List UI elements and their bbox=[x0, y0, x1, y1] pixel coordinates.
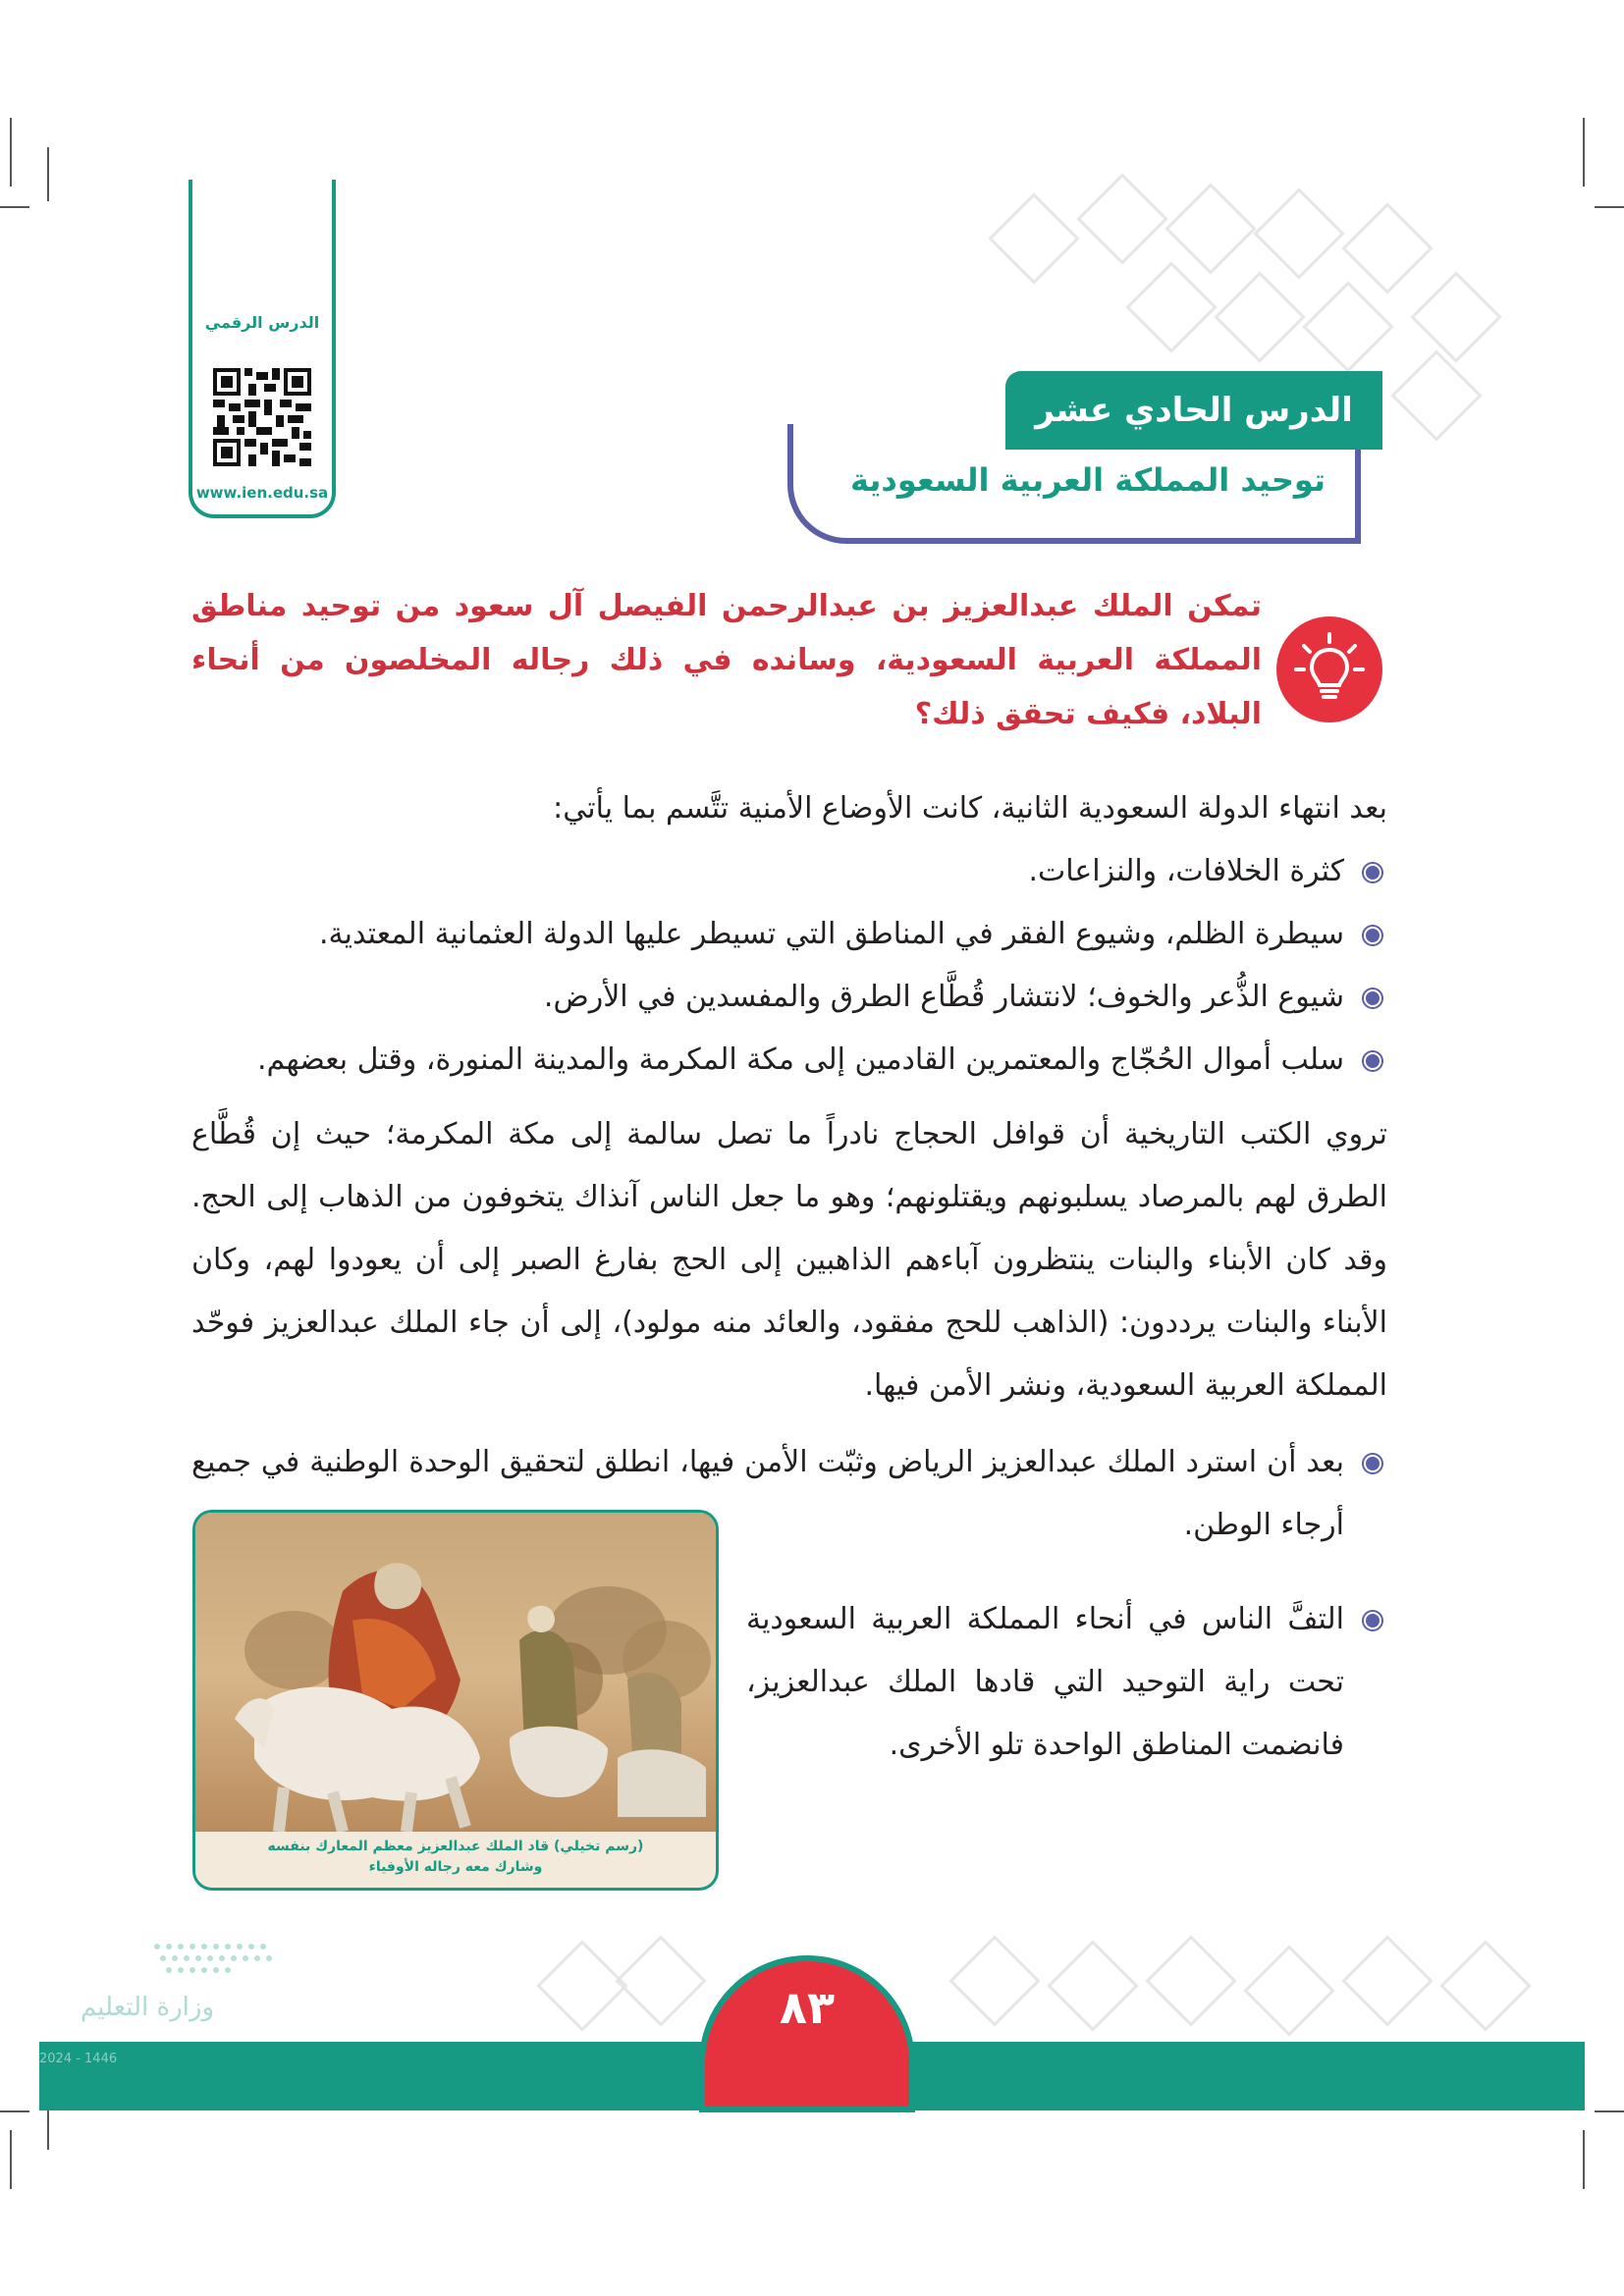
bullet-icon bbox=[1364, 927, 1381, 944]
qr-code-icon[interactable] bbox=[213, 368, 311, 466]
decor-diamond bbox=[1076, 173, 1167, 264]
lesson-title: توحيد المملكة العربية السعودية bbox=[849, 461, 1326, 499]
decor-diamond bbox=[1439, 1940, 1531, 2031]
ministry-logo-dots bbox=[147, 1939, 295, 1978]
figure-caption-line: (رسم تخيلي) قاد الملك عبدالعزيز معظم المعارك بنفسه bbox=[267, 1839, 644, 1854]
lesson-number: الدرس الحادي عشر bbox=[1005, 371, 1382, 450]
conditions-list bbox=[191, 840, 1387, 1092]
bullet-icon bbox=[1364, 1612, 1381, 1629]
figure-caption bbox=[195, 1831, 716, 1888]
decor-diamond bbox=[536, 1940, 627, 2031]
page-number-tab bbox=[699, 1955, 915, 2112]
bullet-icon bbox=[1364, 1455, 1381, 1472]
crop-mark bbox=[1595, 2110, 1624, 2112]
digital-lesson-label: الدرس الرقمي bbox=[204, 313, 320, 332]
decor-diamond bbox=[1243, 1945, 1334, 2036]
crop-mark bbox=[10, 2130, 12, 2189]
bullet-icon bbox=[1364, 864, 1381, 881]
decor-diamond bbox=[1145, 1935, 1236, 2026]
decor-diamond bbox=[1341, 202, 1433, 294]
decor-diamond bbox=[1341, 1935, 1433, 2026]
decor-diamond bbox=[1164, 183, 1256, 274]
crop-mark bbox=[1583, 118, 1585, 187]
list-item: سلب أموال الحُجّاج والمعتمرين القادمين إلى مكة المكرمة والمدينة المنورة، وقتل بعضهم. bbox=[191, 1029, 1387, 1092]
crop-mark bbox=[10, 118, 12, 187]
crop-mark bbox=[0, 2110, 29, 2112]
list-item: شيوع الذُّعر والخوف؛ لانتشار قُطَّاع الطرق والمفسدين في الأرض. bbox=[191, 966, 1387, 1029]
digital-lesson-url[interactable]: www.ien.edu.sa bbox=[195, 484, 329, 502]
list-item: بعد أن استرد الملك عبدالعزيز الرياض وثبّت الأمن فيها، انطلق لتحقيق الوحدة الوطنية في جميع أرجاء الوطن. bbox=[191, 1431, 1387, 1557]
crop-mark bbox=[0, 206, 29, 208]
decor-diamond bbox=[1047, 1940, 1138, 2031]
list-item: سيطرة الظلم، وشيوع الفقر في المناطق التي تسيطر عليها الدولة العثمانية المعتدية. bbox=[191, 903, 1387, 966]
crop-mark bbox=[47, 147, 49, 201]
decor-diamond bbox=[1390, 349, 1482, 441]
lesson-question: تمكن الملك عبدالعزيز بن عبدالرحمن الفيصل آل سعود من توحيد مناطق المملكة العربية السعودية، وسانده في ذلك رجاله المخلصون من أنحاء البلاد، فكيف تحقق ذلك؟ bbox=[191, 589, 1262, 731]
lightbulb-icon bbox=[1276, 616, 1382, 722]
history-paragraph: تروي الكتب التاريخية أن قوافل الحجاج نادراً ما تصل سالمة إلى مكة المكرمة؛ حيث إن قُطَّاع الطرق لهم بالمرصاد يسلبونهم ويقتلونهم؛ وهو ما جعل الناس آنذاك يتخوفون من الذهاب إلى الحج. وقد كان الأبناء والبنات ينتظرون آباءهم الذاهبين إلى الحج بفارغ الصبر إلى أن يعودوا لهم، وكان الأبناء والبنات يرددون: (الذاهب للحج مفقود، والعائد منه مولود)، إلى أن جاء الملك عبدالعزيز فوحّد المملكة العربية السعودية، ونشر الأمن فيها. bbox=[191, 1117, 1387, 1403]
intro-text: بعد انتهاء الدولة السعودية الثانية، كانت الأوضاع الأمنية تتَّسم بما يأتي: bbox=[553, 791, 1387, 826]
digital-lesson-panel[interactable] bbox=[189, 180, 336, 518]
decor-diamond bbox=[948, 1935, 1040, 2026]
ministry-year: 2024 - 1446 bbox=[39, 2052, 118, 2066]
decor-diamond bbox=[1253, 187, 1344, 279]
list-item: كثرة الخلافات، والنزاعات. bbox=[191, 840, 1387, 903]
unification-list-second bbox=[746, 1588, 1387, 1777]
decor-diamond bbox=[615, 1935, 706, 2026]
historical-painting-figure bbox=[192, 1510, 719, 1891]
crop-mark bbox=[1595, 206, 1624, 208]
ministry-logo: وزارة التعليم bbox=[80, 1993, 215, 2022]
decor-diamond bbox=[1214, 271, 1305, 362]
decor-diamond bbox=[1302, 281, 1393, 372]
decor-diamond bbox=[1410, 271, 1501, 362]
figure-caption-line: وشارك معه رجاله الأوفياء bbox=[368, 1859, 543, 1875]
bullet-icon bbox=[1364, 989, 1381, 1007]
crop-mark bbox=[1583, 2130, 1585, 2189]
decor-diamond bbox=[988, 192, 1079, 284]
list-item: التفَّ الناس في أنحاء المملكة العربية السعودية تحت راية التوحيد التي قادها الملك عبدالعزيز، فانضمت المناطق الواحدة تلو الأخرى. bbox=[746, 1588, 1387, 1777]
bullet-icon bbox=[1364, 1052, 1381, 1070]
painting-image bbox=[195, 1513, 716, 1832]
decor-diamond bbox=[1125, 261, 1217, 352]
page-number: ٨٣ bbox=[779, 1981, 836, 2034]
